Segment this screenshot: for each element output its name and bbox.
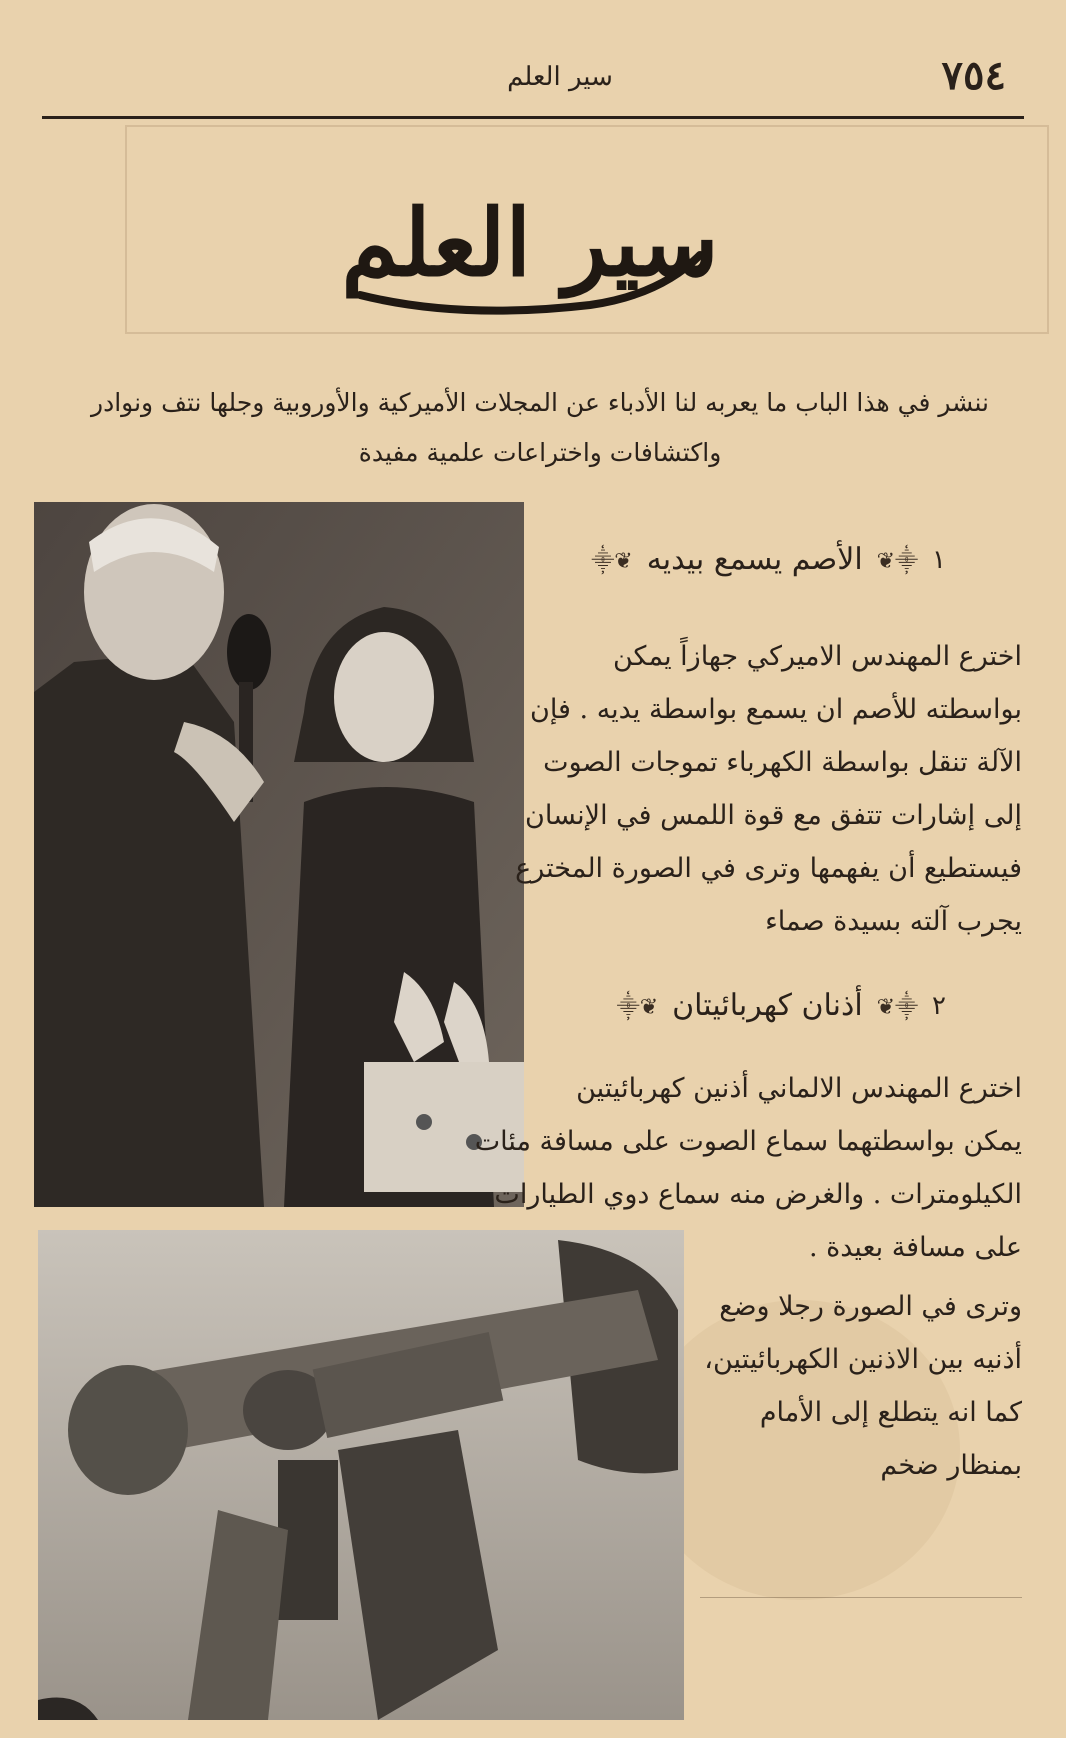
section-1-body — [515, 630, 1022, 948]
section-2-line: بمنظار ضخم — [880, 1450, 1022, 1481]
page-number: ٧٥٤ — [941, 52, 1006, 99]
section-1-line: يجرب آلته بسيدة صماء — [765, 906, 1022, 937]
section-2-body — [474, 1062, 1022, 1274]
footer-rule — [700, 1597, 1022, 1598]
section-2-line: وترى في الصورة رجلا وضع — [719, 1291, 1022, 1322]
masthead-title: سير العلم — [341, 189, 719, 297]
ornament-icon: ❦⸎ — [616, 994, 659, 1020]
ornament-icon: ❦⸎ — [591, 548, 633, 574]
section-2-body-continued — [692, 1280, 1022, 1492]
section-1-number: ١ — [932, 544, 946, 575]
section-1-heading: الأصم يسمع بيديه — [646, 542, 863, 577]
ornament-icon: ⸎❦ — [876, 994, 919, 1020]
section-1-line: اخترع المهندس الاميركي جهازاً يمكن — [613, 641, 1022, 672]
intro-line-1: ننشر في هذا الباب ما يعربه لنا الأدباء عن المجلات الأميركية والأوروبية وجلها نتف ونوادر — [91, 388, 989, 417]
ornament-icon: ⸎❦ — [876, 548, 919, 574]
section-2-line: الكيلومترات . والغرض منه سماع دوي الطيارات — [494, 1179, 1022, 1210]
intro-line-2: واكتشافات واختراعات علمية مفيدة — [358, 438, 722, 467]
masthead-logo — [340, 145, 720, 345]
section-1-line: بواسطته للأصم ان يسمع بواسطة يديه . فإن — [529, 694, 1022, 725]
engineer-and-deaf-woman-photo — [34, 502, 524, 1207]
section-2-line: كما انه يتطلع إلى الأمام — [759, 1397, 1022, 1428]
header-rule — [42, 116, 1024, 119]
section-2-line: يمكن بواسطتهما سماع الصوت على مسافة مئات — [474, 1126, 1022, 1157]
section-1-line: الآلة تنقل بواسطة الكهرباء تموجات الصوت — [543, 747, 1022, 778]
section-1-line: إلى إشارات تتفق مع قوة اللمس في الإنسان — [525, 800, 1022, 831]
section-1-line: فيستطيع أن يفهمها وترى في الصورة المخترع — [515, 853, 1022, 884]
section-2-line: أذنيه بين الاذنين الكهربائيتين، — [704, 1344, 1022, 1375]
electric-ears-device-photo — [38, 1230, 684, 1720]
running-head: سير العلم — [507, 62, 613, 92]
section-2-line: على مسافة بعيدة . — [808, 1232, 1022, 1263]
section-1-title — [591, 542, 946, 577]
section-2-title — [617, 988, 946, 1023]
section-2-number: ٢ — [932, 990, 946, 1021]
section-2-line: اخترع المهندس الالماني أذنين كهربائيتين — [576, 1073, 1022, 1104]
section-2-heading: أذنان كهربائيتان — [672, 988, 863, 1023]
